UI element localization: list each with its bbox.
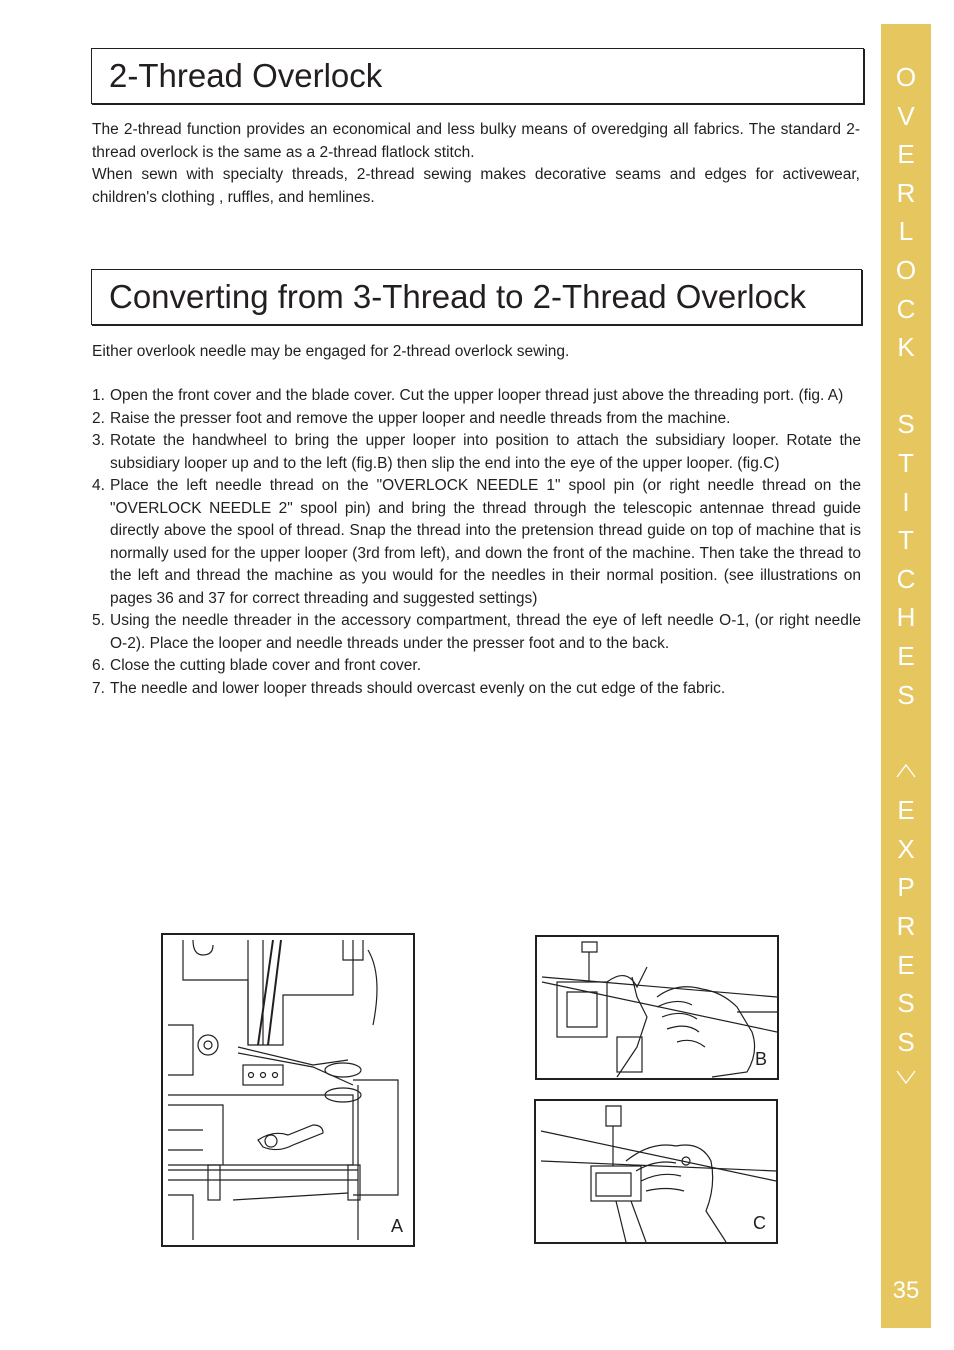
intro-paragraph: The 2-thread function provides an economical and less bulky means of overedging all fabrics. The standard 2-thread overlock is the same as a 2-thread flatlock stitch. — [92, 121, 860, 161]
tab-letter: T — [898, 525, 914, 556]
tab-letter: P — [897, 872, 915, 903]
tab-letter: H — [896, 602, 916, 633]
intro-text — [92, 119, 860, 209]
list-item — [92, 678, 861, 701]
tab-letter: C — [896, 293, 916, 324]
figure-label: A — [390, 1216, 403, 1236]
list-item — [92, 475, 861, 610]
subsection-title: Converting from 3-Thread to 2-Thread Overlock — [109, 278, 806, 315]
section-title-box — [91, 48, 864, 104]
tab-letter: O — [895, 62, 917, 92]
tab-letter: S — [897, 1026, 915, 1057]
machine-illustration-a — [163, 935, 413, 1245]
figure-b — [535, 935, 779, 1080]
step-number: 6. — [92, 657, 105, 674]
step-number: 1. — [92, 387, 105, 404]
tab-letter: S — [897, 679, 915, 710]
looper-illustration-c — [536, 1101, 776, 1242]
tab-letter: T — [898, 447, 914, 478]
figure-c — [534, 1099, 778, 1244]
tab-letter: I — [902, 486, 910, 517]
chapter-side-tab — [881, 24, 931, 1328]
step-number: 2. — [92, 409, 105, 427]
step-text: Using the needle threader in the accessory compartment, thread the eye of left needle O-1, (or right needle O-2). Place the looper and needle threads under the presser foot and to the back. — [110, 612, 861, 652]
step-text: Open the front cover and the blade cover. Cut the upper looper thread just above the threading port. (fig. A) — [110, 387, 844, 404]
chevron-down-icon — [881, 1061, 931, 1100]
tab-letter: E — [897, 139, 915, 170]
step-text: Place the left needle thread on the "OVERLOCK NEEDLE 1" spool pin (or right needle thread on the "OVERLOCK NEEDLE 2" spool pin) and bring the thread through the telescopic antennae thread guide directly above the spool of thread. Snap the thread into the pretension thread guide on top of machine that is normally used for the upper looper (3rd from left), and down the front of the machine. Then take the thread to the left and thread the machine as you would for the needles in their normal position. (see illustrations on pages 36 and 37 for correct threading and suggested settings) — [110, 477, 861, 607]
tab-letter: S — [897, 409, 915, 440]
step-number: 3. — [92, 432, 105, 449]
list-item — [92, 430, 861, 475]
chevron-up-icon — [881, 753, 931, 792]
step-text: The needle and lower looper threads should overcast evenly on the cut edge of the fabric. — [110, 679, 726, 697]
tab-letter: S — [897, 988, 915, 1019]
tab-letter: V — [897, 100, 915, 131]
list-item — [92, 610, 861, 655]
tab-letter: L — [898, 216, 914, 247]
intro-paragraph: When sewn with specialty threads, 2-thread sewing makes decorative seams and edges for activewear, children's clothing , ruffles, and hemlines. — [92, 166, 860, 206]
subsection-title-box — [91, 269, 862, 325]
step-number: 5. — [92, 612, 105, 629]
list-item — [92, 385, 861, 408]
step-number: 7. — [92, 679, 105, 697]
tab-letter: R — [896, 911, 916, 942]
tab-letter: O — [895, 254, 917, 285]
figure-a — [161, 933, 415, 1247]
tab-letter: X — [897, 833, 915, 864]
page-number: 35 — [892, 1277, 920, 1304]
list-item — [92, 655, 861, 678]
tab-letter: C — [896, 563, 916, 594]
figure-label: C — [753, 1213, 766, 1233]
tab-letter: E — [897, 795, 915, 826]
tab-letter: R — [896, 177, 916, 208]
step-text: Close the cutting blade cover and front cover. — [110, 657, 422, 674]
note-text: Either overlook needle may be engaged for 2-thread overlock sewing. — [92, 343, 570, 360]
tab-letter: K — [897, 332, 915, 363]
tab-letter: E — [897, 949, 915, 980]
chapter-title-vertical — [881, 58, 931, 1100]
looper-illustration-b — [537, 937, 777, 1078]
section-title: 2-Thread Overlock — [109, 57, 383, 94]
instruction-list — [92, 385, 861, 700]
step-text: Raise the presser foot and remove the upper looper and needle threads from the machine. — [110, 409, 731, 427]
step-text: Rotate the handwheel to bring the upper looper into position to attach the subsidiary looper. Rotate the subsidiary looper up and to the left (fig.B) then slip the end into the eye of the upper looper. (fig.C) — [110, 432, 861, 472]
list-item — [92, 408, 861, 431]
tab-letter: E — [897, 640, 915, 671]
step-number: 4. — [92, 477, 105, 494]
figure-label: B — [754, 1049, 767, 1069]
